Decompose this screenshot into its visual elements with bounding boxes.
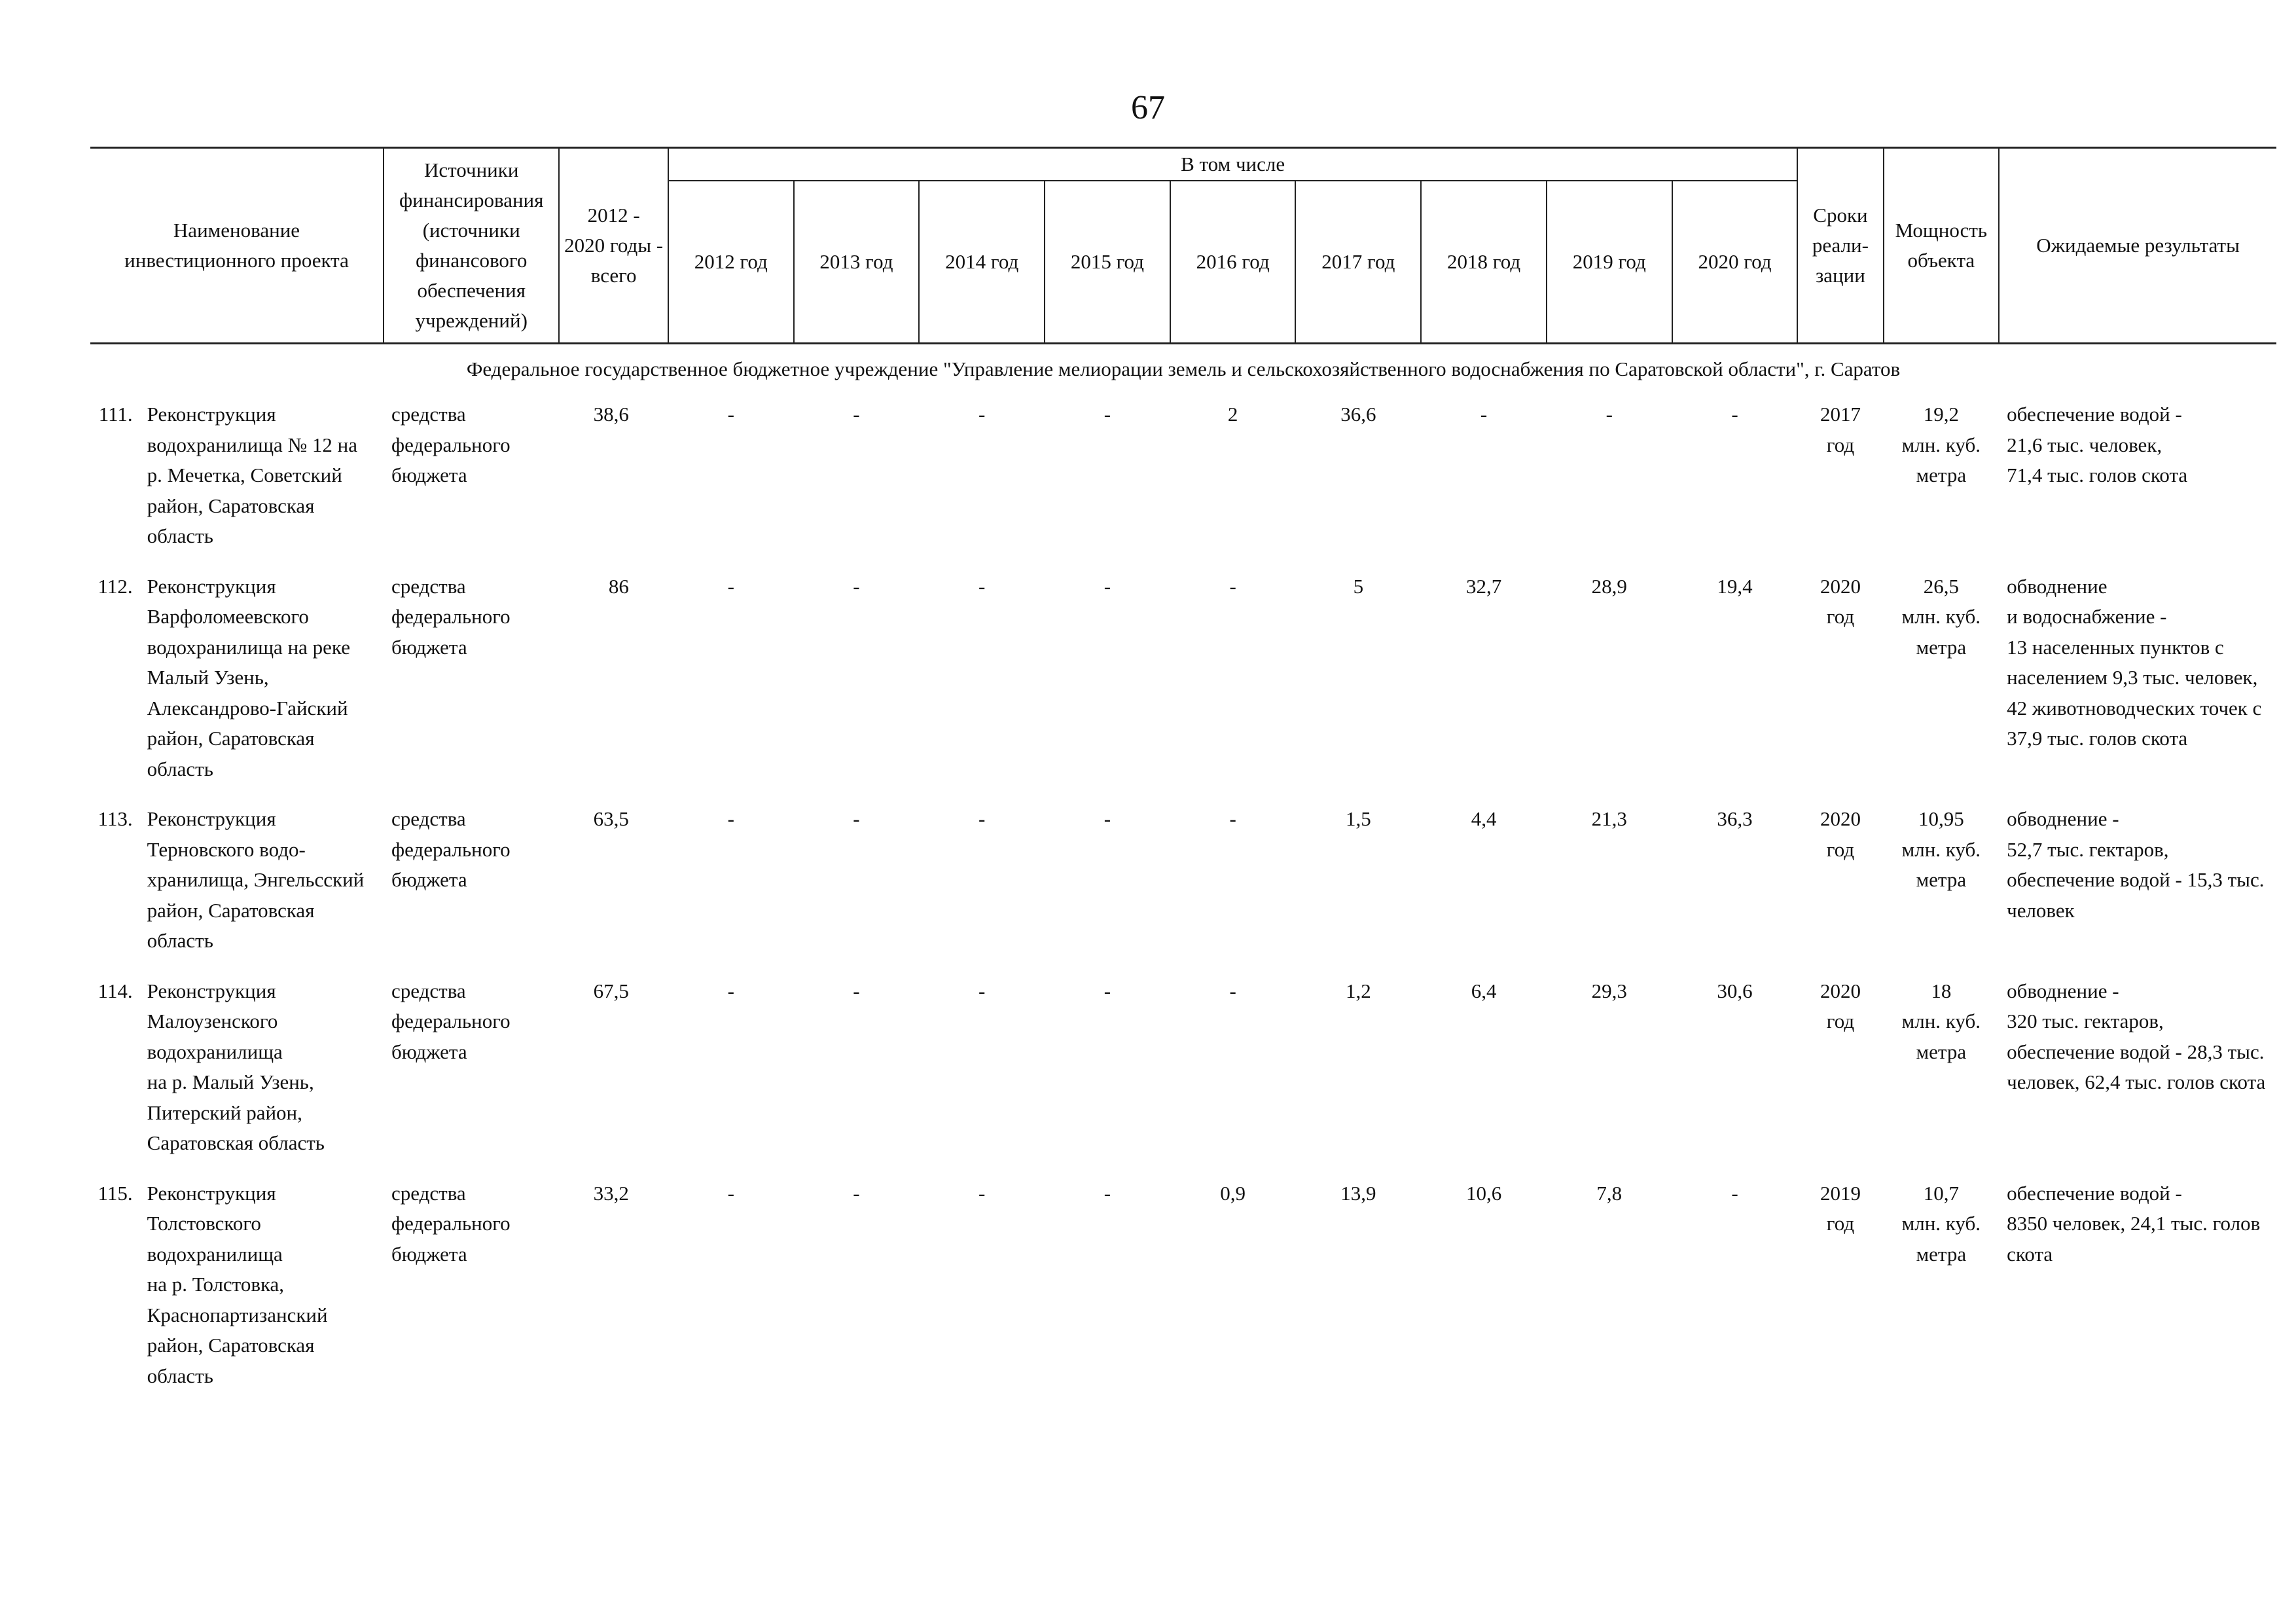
header-year-2015: 2015 год bbox=[1045, 181, 1170, 344]
header-funding-sources-line: финансирования bbox=[399, 189, 544, 211]
header-year-2012: 2012 год bbox=[668, 181, 794, 344]
header-including: В том числе bbox=[668, 148, 1797, 181]
expected-results-line: обводнение - bbox=[2007, 979, 2119, 1002]
object-capacity-line: млн. куб. bbox=[1901, 1010, 1981, 1032]
project-name-line: хранилища, Энгельсский bbox=[147, 868, 365, 891]
expected-results-line: населением 9,3 тыс. человек, bbox=[2007, 666, 2258, 689]
page-number: 67 bbox=[1131, 89, 1165, 126]
table-row bbox=[90, 399, 2276, 572]
funding-source-line: средства bbox=[391, 1181, 466, 1205]
project-name-line: район, Саратовская bbox=[147, 494, 315, 517]
object-capacity-line: млн. куб. bbox=[1901, 605, 1981, 628]
value-2014: - bbox=[978, 807, 986, 830]
header-terms-line: реали- bbox=[1812, 234, 1869, 257]
implementation-term-line: год bbox=[1826, 1212, 1855, 1235]
expected-results-line: 71,4 тыс. голов скота bbox=[2007, 464, 2188, 486]
row-number: 114. bbox=[98, 979, 133, 1002]
implementation-term-line: 2020 bbox=[1820, 574, 1861, 598]
funding-source-line: федерального bbox=[391, 1212, 511, 1235]
project-name-line: Саратовская область bbox=[147, 1131, 325, 1154]
object-capacity-line: млн. куб. bbox=[1901, 1212, 1981, 1235]
implementation-term-line: год bbox=[1826, 433, 1855, 456]
value-2016: 0,9 bbox=[1220, 1181, 1246, 1205]
implementation-term bbox=[1797, 572, 1883, 805]
header-total-line: всего bbox=[590, 264, 637, 287]
project-name bbox=[139, 399, 384, 572]
expected-results-line: 8350 человек, 24,1 тыс. голов bbox=[2007, 1212, 2261, 1235]
expected-results bbox=[1999, 572, 2276, 805]
header-capacity-line: объекта bbox=[1907, 249, 1975, 272]
value-2020: 30,6 bbox=[1717, 979, 1753, 1002]
implementation-term-line: 2020 bbox=[1820, 807, 1861, 830]
header-year-2019: 2019 год bbox=[1547, 181, 1672, 344]
value-2016: - bbox=[1229, 807, 1236, 830]
value-2014: - bbox=[978, 979, 986, 1002]
expected-results-line: человек, 62,4 тыс. голов скота bbox=[2007, 1070, 2266, 1093]
value-2019: 28,9 bbox=[1591, 574, 1627, 598]
project-name bbox=[139, 572, 384, 805]
expected-results-line: 37,9 тыс. голов скота bbox=[2007, 727, 2188, 750]
project-name-line: водохранилища bbox=[147, 1040, 283, 1063]
object-capacity-line: 19,2 bbox=[1923, 403, 1959, 426]
expected-results-line: 13 населенных пунктов с bbox=[2007, 635, 2224, 659]
object-capacity bbox=[1884, 399, 2000, 572]
value-2015: - bbox=[1103, 574, 1111, 598]
implementation-term-line: год bbox=[1826, 1010, 1855, 1032]
funding-source-line: федерального bbox=[391, 837, 511, 861]
funding-source-line: бюджета bbox=[391, 635, 467, 659]
value-2014: - bbox=[978, 1181, 986, 1205]
expected-results-line: человек bbox=[2007, 898, 2075, 922]
table-row bbox=[90, 1178, 2276, 1412]
value-2017: 1,5 bbox=[1345, 807, 1371, 830]
object-capacity-line: метра bbox=[1916, 1242, 1967, 1266]
header-funding-sources-line: (источники bbox=[422, 219, 520, 242]
value-2019: 21,3 bbox=[1591, 807, 1627, 830]
value-2018: 32,7 bbox=[1465, 574, 1502, 598]
header-terms-line: зации bbox=[1816, 264, 1865, 287]
total-2012-2020: 63,5 bbox=[593, 807, 629, 830]
row-number: 115. bbox=[98, 1181, 133, 1205]
value-2015: - bbox=[1103, 807, 1111, 830]
expected-results-line: 52,7 тыс. гектаров, bbox=[2007, 837, 2169, 861]
expected-results-line: 320 тыс. гектаров, bbox=[2007, 1010, 2164, 1032]
expected-results-line: обеспечение водой - bbox=[2007, 403, 2182, 426]
row-number: 111. bbox=[98, 403, 133, 426]
funding-source-line: бюджета bbox=[391, 464, 467, 486]
header-project-name bbox=[90, 148, 384, 344]
object-capacity-line: млн. куб. bbox=[1901, 433, 1981, 456]
value-2014: - bbox=[978, 574, 986, 598]
value-2017: 13,9 bbox=[1340, 1181, 1376, 1205]
value-2013: - bbox=[853, 807, 860, 830]
expected-results-line: обводнение bbox=[2007, 574, 2108, 598]
expected-results-line: и водоснабжение - bbox=[2007, 605, 2167, 628]
header-year-2014: 2014 год bbox=[919, 181, 1045, 344]
project-name-line: район, Саратовская bbox=[147, 727, 315, 750]
project-name-line: водохранилища bbox=[147, 1242, 283, 1266]
value-2016: - bbox=[1229, 979, 1236, 1002]
value-2013: - bbox=[853, 574, 860, 598]
funding-source bbox=[384, 572, 559, 805]
project-name-line: Питерский район, bbox=[147, 1101, 302, 1124]
implementation-term-line: год bbox=[1826, 605, 1855, 628]
funding-source-line: средства bbox=[391, 574, 466, 598]
value-2015: - bbox=[1103, 1181, 1111, 1205]
value-2014: - bbox=[978, 403, 986, 426]
value-2016: - bbox=[1229, 574, 1236, 598]
value-2018: 6,4 bbox=[1471, 979, 1497, 1002]
project-name-line: Терновского водо- bbox=[147, 837, 306, 861]
project-name-line: район, Саратовская bbox=[147, 1334, 315, 1357]
project-name-line: Реконструкция bbox=[147, 979, 276, 1002]
funding-source-line: федерального bbox=[391, 433, 511, 456]
project-name-line: Варфоломеевского bbox=[147, 605, 309, 628]
implementation-term-line: год bbox=[1826, 837, 1855, 861]
implementation-term-line: 2017 bbox=[1820, 403, 1861, 426]
expected-results bbox=[1999, 976, 2276, 1178]
object-capacity-line: 10,7 bbox=[1923, 1181, 1959, 1205]
row-number: 112. bbox=[98, 574, 133, 598]
header-capacity-line: Мощность bbox=[1895, 219, 1988, 242]
value-2017: 1,2 bbox=[1345, 979, 1371, 1002]
expected-results-line: обеспечение водой - 28,3 тыс. bbox=[2007, 1040, 2265, 1063]
value-2018: - bbox=[1480, 403, 1488, 426]
header-funding-sources bbox=[384, 148, 559, 344]
header-year-2016: 2016 год bbox=[1170, 181, 1296, 344]
header-year-2018: 2018 год bbox=[1421, 181, 1547, 344]
expected-results-line: обеспечение водой - 15,3 тыс. bbox=[2007, 868, 2265, 891]
funding-source-line: бюджета bbox=[391, 1242, 467, 1266]
value-2018: 4,4 bbox=[1471, 807, 1497, 830]
value-2015: - bbox=[1103, 403, 1111, 426]
value-2012: - bbox=[727, 1181, 734, 1205]
funding-source-line: средства bbox=[391, 807, 466, 830]
value-2012: - bbox=[727, 574, 734, 598]
funding-source-line: бюджета bbox=[391, 1040, 467, 1063]
object-capacity bbox=[1884, 804, 2000, 976]
header-project-name-line: инвестиционного проекта bbox=[124, 249, 349, 272]
expected-results-line: обеспечение водой - bbox=[2007, 1181, 2182, 1205]
project-name-line: область bbox=[147, 929, 213, 952]
row-number: 113. bbox=[98, 807, 133, 830]
header-funding-sources-line: обеспечения bbox=[417, 279, 526, 302]
project-name-line: р. Мечетка, Советский bbox=[147, 464, 342, 486]
investment-projects-table bbox=[90, 147, 2276, 1411]
funding-source-line: федерального bbox=[391, 1010, 511, 1032]
funding-source bbox=[384, 399, 559, 572]
value-2013: - bbox=[853, 1181, 860, 1205]
header-total-line: 2012 - bbox=[587, 204, 640, 227]
header-year-2020: 2020 год bbox=[1672, 181, 1798, 344]
funding-source bbox=[384, 1178, 559, 1412]
project-name-line: Малый Узень, bbox=[147, 666, 269, 689]
funding-source bbox=[384, 804, 559, 976]
value-2020: 19,4 bbox=[1717, 574, 1753, 598]
object-capacity-line: метра bbox=[1916, 1040, 1967, 1063]
value-2016: 2 bbox=[1227, 403, 1238, 426]
value-2013: - bbox=[853, 979, 860, 1002]
project-name-line: на р. Малый Узень, bbox=[147, 1070, 314, 1093]
project-name bbox=[139, 804, 384, 976]
header-project-name-line: Наименование bbox=[173, 219, 300, 242]
header-terms bbox=[1797, 148, 1883, 344]
implementation-term-line: 2019 bbox=[1820, 1181, 1861, 1205]
expected-results-line: обводнение - bbox=[2007, 807, 2119, 830]
project-name-line: Реконструкция bbox=[147, 1181, 276, 1205]
value-2017: 5 bbox=[1353, 574, 1364, 598]
value-2012: - bbox=[727, 403, 734, 426]
header-terms-line: Сроки bbox=[1813, 204, 1868, 227]
expected-results-line: 21,6 тыс. человек, bbox=[2007, 433, 2162, 456]
funding-source-line: федерального bbox=[391, 605, 511, 628]
object-capacity bbox=[1884, 976, 2000, 1178]
expected-results bbox=[1999, 1178, 2276, 1412]
project-name-line: Малоузенского bbox=[147, 1010, 278, 1032]
project-name bbox=[139, 1178, 384, 1412]
object-capacity-line: 10,95 bbox=[1918, 807, 1964, 830]
project-name-line: Толстовского bbox=[147, 1212, 261, 1235]
project-name-line: район, Саратовская bbox=[147, 898, 315, 922]
object-capacity-line: 18 bbox=[1931, 979, 1952, 1002]
project-name-line: Реконструкция bbox=[147, 807, 276, 830]
expected-results bbox=[1999, 804, 2276, 976]
value-2020: - bbox=[1731, 1181, 1738, 1205]
project-name-line: Краснопартизанский bbox=[147, 1303, 328, 1326]
value-2012: - bbox=[727, 807, 734, 830]
expected-results-line: скота bbox=[2007, 1242, 2053, 1266]
header-year-2017: 2017 год bbox=[1295, 181, 1421, 344]
value-2015: - bbox=[1103, 979, 1111, 1002]
object-capacity-line: 26,5 bbox=[1923, 574, 1959, 598]
implementation-term-line: 2020 bbox=[1820, 979, 1861, 1002]
project-name-line: область bbox=[147, 757, 213, 780]
header-funding-sources-line: учреждений) bbox=[415, 309, 528, 332]
project-name bbox=[139, 976, 384, 1178]
table-row bbox=[90, 976, 2276, 1178]
object-capacity bbox=[1884, 1178, 2000, 1412]
object-capacity-line: метра bbox=[1916, 635, 1967, 659]
header-capacity bbox=[1884, 148, 2000, 344]
implementation-term bbox=[1797, 399, 1883, 572]
object-capacity-line: метра bbox=[1916, 868, 1967, 891]
header-year-2013: 2013 год bbox=[794, 181, 920, 344]
table-row bbox=[90, 804, 2276, 976]
project-name-line: область bbox=[147, 1364, 213, 1387]
object-capacity bbox=[1884, 572, 2000, 805]
table-row bbox=[90, 572, 2276, 805]
implementation-term bbox=[1797, 804, 1883, 976]
project-name-line: Реконструкция bbox=[147, 574, 276, 598]
project-name-line: область bbox=[147, 524, 213, 547]
value-2012: - bbox=[727, 979, 734, 1002]
project-name-line: Реконструкция bbox=[147, 403, 276, 426]
header-expected-results: Ожидаемые результаты bbox=[1999, 148, 2276, 344]
expected-results-line: 42 животноводческих точек с bbox=[2007, 696, 2262, 720]
total-2012-2020: 38,6 bbox=[593, 403, 629, 426]
header-total-line: 2020 годы - bbox=[564, 234, 664, 257]
organization-title: Федеральное государственное бюджетное учреждение "Управление мелиорации земель и сельскохозяйственного водоснабжения по Саратовской области", г. Саратов bbox=[466, 357, 1901, 380]
header-funding-sources-line: финансового bbox=[416, 249, 528, 272]
value-2013: - bbox=[853, 403, 860, 426]
value-2020: 36,3 bbox=[1717, 807, 1753, 830]
funding-source-line: бюджета bbox=[391, 868, 467, 891]
value-2019: - bbox=[1605, 403, 1613, 426]
funding-source bbox=[384, 976, 559, 1178]
implementation-term bbox=[1797, 976, 1883, 1178]
header-funding-sources-line: Источники bbox=[424, 158, 519, 181]
value-2019: 7,8 bbox=[1596, 1181, 1623, 1205]
value-2020: - bbox=[1731, 403, 1738, 426]
implementation-term bbox=[1797, 1178, 1883, 1412]
expected-results bbox=[1999, 399, 2276, 572]
value-2018: 10,6 bbox=[1465, 1181, 1502, 1205]
project-name-line: водохранилища № 12 на bbox=[147, 433, 357, 456]
object-capacity-line: метра bbox=[1916, 464, 1967, 486]
project-name-line: Александрово-Гайский bbox=[147, 696, 348, 720]
total-2012-2020: 67,5 bbox=[593, 979, 629, 1002]
header-total bbox=[559, 148, 668, 344]
object-capacity-line: млн. куб. bbox=[1901, 837, 1981, 861]
funding-source-line: средства bbox=[391, 403, 466, 426]
project-name-line: на р. Толстовка, bbox=[147, 1273, 285, 1296]
value-2019: 29,3 bbox=[1591, 979, 1627, 1002]
total-2012-2020: 86 bbox=[608, 574, 629, 598]
value-2017: 36,6 bbox=[1340, 403, 1376, 426]
total-2012-2020: 33,2 bbox=[593, 1181, 629, 1205]
project-name-line: водохранилища на реке bbox=[147, 635, 350, 659]
funding-source-line: средства bbox=[391, 979, 466, 1002]
